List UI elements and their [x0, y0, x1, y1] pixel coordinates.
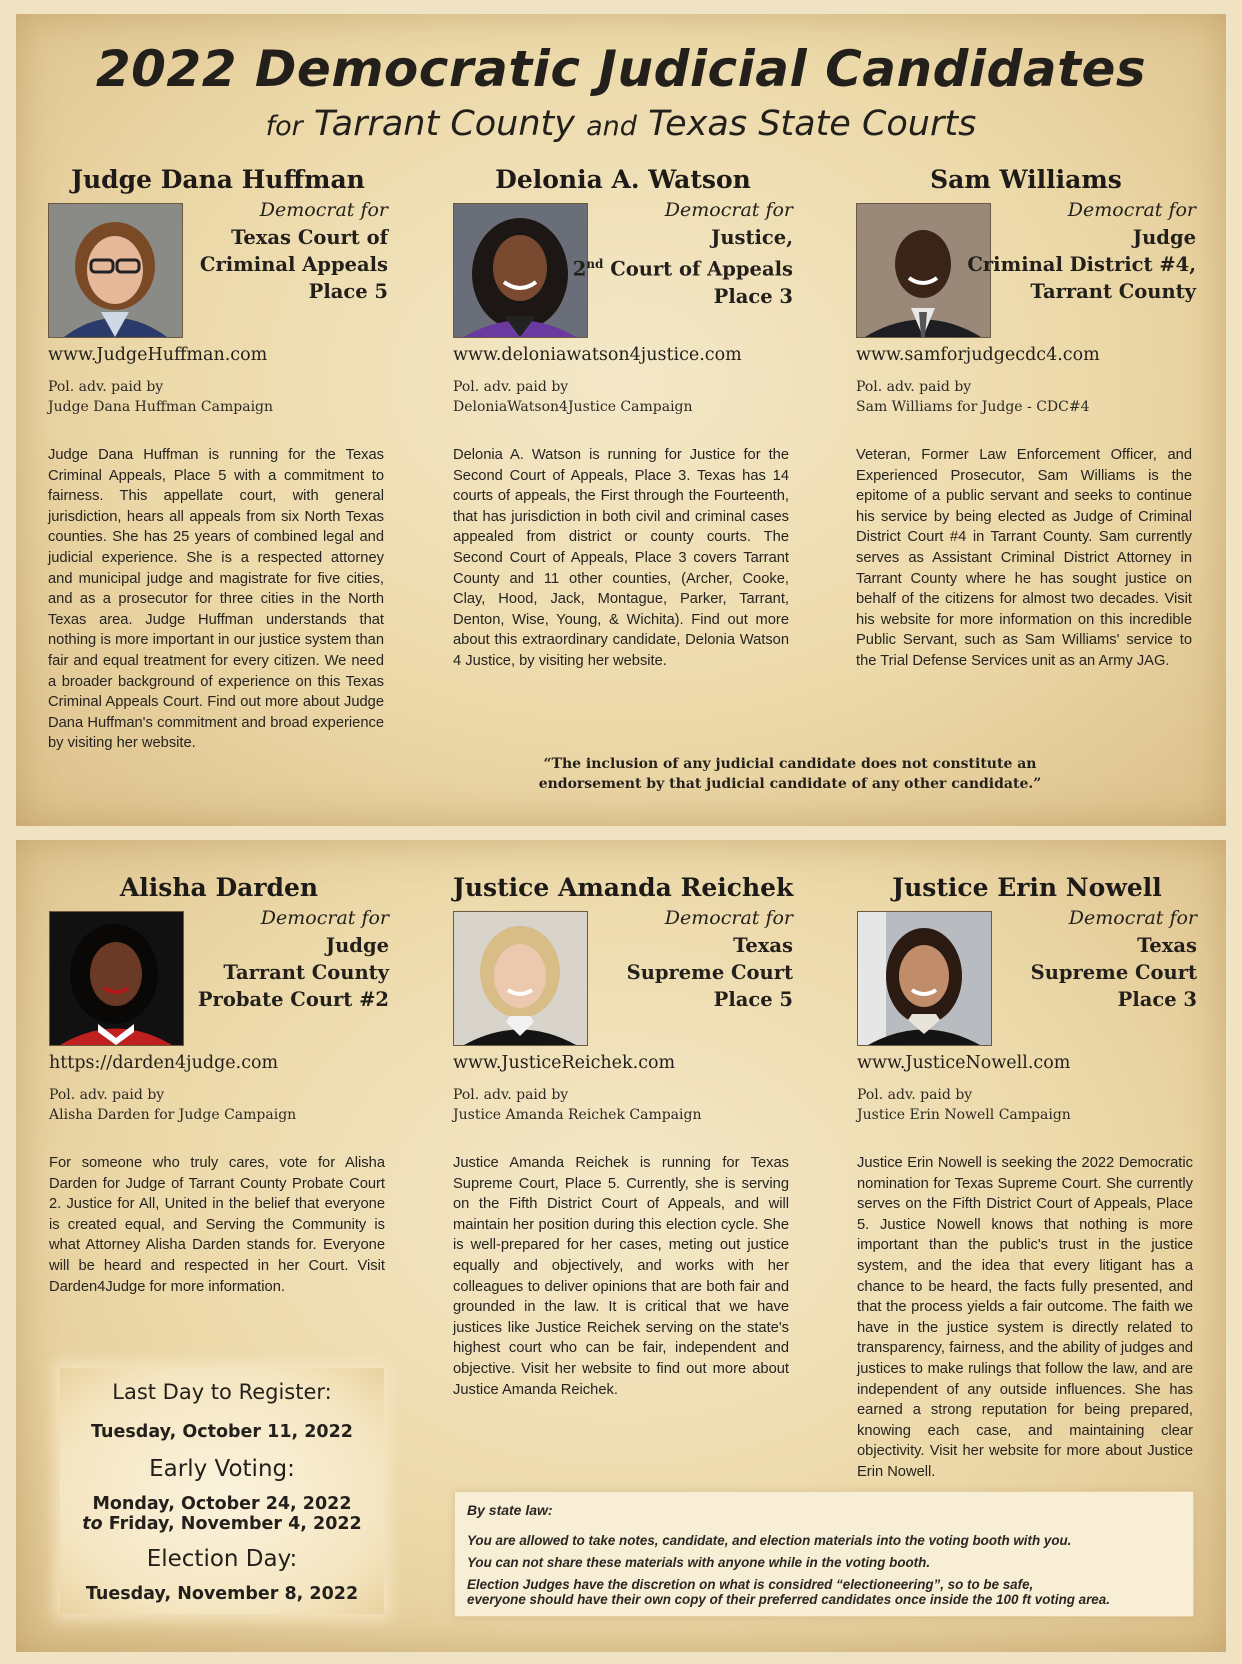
political-ad-disclosure: Pol. adv. paid by Sam Williams for Judge - CDC#4: [856, 379, 1090, 415]
important-dates-box: [60, 1368, 384, 1614]
political-ad-disclosure: Pol. adv. paid by DeloniaWatson4Justice Campaign: [453, 379, 693, 415]
candidate-bio: Judge Dana Huffman is running for the Texas Criminal Appeals, Place 5 with a commitment to fairness. This appellate court, with general jurisdiction, hears all appeals from six North Texas counties. She has 25 years of combined legal and judicial experience. She is a respected attorney and municipal judge and magistrate for five cities, and as a prosecutor for three cities in the North Texas area. Judge Huffman understands that nothing is more important in our justice system than fair and equal treatment for every citizen. We need a broader background of experience on this Texas Criminal Appeals Court. Find out more about Judge Dana Huffman's commitment and broad experience by visiting her website.: [48, 447, 384, 752]
page-subtitle: for Tarrant County and Texas State Courts: [265, 104, 977, 144]
register-date: Tuesday, October 11, 2022: [91, 1422, 353, 1442]
candidate-photo: [49, 911, 184, 1046]
page-title: 2022 Democratic Judicial Candidates: [95, 40, 1147, 98]
candidate-office: Democrat for Justice, 2nd Court of Appeals Place 3: [572, 199, 793, 308]
candidate-office: Democrat for Texas Supreme Court Place 5: [626, 907, 793, 1011]
state-law-line: You can not share these materials with anyone while in the voting booth.: [467, 1555, 931, 1570]
political-ad-disclosure: Pol. adv. paid by Judge Dana Huffman Campaign: [48, 379, 274, 415]
political-ad-disclosure: Pol. adv. paid by Alisha Darden for Judge Campaign: [49, 1087, 297, 1123]
candidate-office: Democrat for Texas Court of Criminal Appeals Place 5: [199, 199, 388, 303]
register-label: Last Day to Register:: [112, 1380, 332, 1404]
state-law-line: You are allowed to take notes, candidate, and election materials into the voting booth with you.: [467, 1533, 1072, 1548]
candidate-office: Democrat for Texas Supreme Court Place 3: [1030, 907, 1197, 1011]
candidate-name: Judge Dana Huffman: [71, 165, 365, 194]
candidate-website-link[interactable]: www.deloniawatson4justice.com: [453, 345, 742, 365]
candidate-office: Democrat for Judge Criminal District #4, Tarrant County: [967, 199, 1196, 303]
candidate-bio: Veteran, Former Law Enforcement Officer, and Experienced Prosecutor, Sam Williams is the epitome of a public servant and seeks to continue his service by being elected as Judge of Criminal District Court #4 in Tarrant County. Sam currently serves as Assistant Criminal District Attorney in Tarrant County where he has sought justice on behalf of the citizens for almost two decades. Visit his website for more information on this incredible Public Servant, such as Sam Williams' service to the Trial Defense Services unit as an Army JAG.: [856, 447, 1192, 669]
election-day-date: Tuesday, November 8, 2022: [85, 1584, 359, 1604]
candidate-photo: [453, 203, 588, 338]
candidate-website-link[interactable]: https://darden4judge.com: [49, 1053, 279, 1073]
early-voting-label: Early Voting:: [149, 1456, 295, 1482]
election-day-label: Election Day:: [146, 1546, 298, 1572]
state-law-line: everyone should have their own copy of their preferred candidates once inside the 100 ft voting area.: [467, 1592, 1110, 1607]
candidate-photo: [857, 911, 992, 1046]
candidate-website-link[interactable]: www.JusticeNowell.com: [857, 1053, 1071, 1073]
early-voting-end: to Friday, November 4, 2022: [82, 1514, 362, 1534]
candidate-photo: [48, 203, 183, 338]
candidate-name: Justice Erin Nowell: [892, 873, 1162, 902]
candidate-photo: [453, 911, 588, 1046]
candidate-website-link[interactable]: www.JudgeHuffman.com: [48, 345, 268, 365]
candidate-name: Justice Amanda Reichek: [453, 873, 794, 902]
early-voting-start: Monday, October 24, 2022: [92, 1494, 352, 1514]
candidate-office: Democrat for Judge Tarrant County Probate Court #2: [197, 907, 389, 1011]
candidate-website-link[interactable]: www.JusticeReichek.com: [453, 1053, 676, 1073]
candidate-name: Delonia A. Watson: [495, 165, 751, 194]
candidate-bio: Justice Erin Nowell is seeking the 2022 Democratic nomination for Texas Supreme Court. She currently serves on the Fifth District Court of Appeals, Place 5. Justice Nowell knows that nothing is more important than the public's trust in the justice system, and the idea that every litigant has a chance to be heard, the facts fully presented, and that the process yields a fair outcome. The faith we have in the justice system is directly related to transparency, fairness, and the ability of judges and justices to make rulings that follow the law, and are independent of any outside influences. She has earned a strong reputation for being prepared, knowing each case, and maintaining clear objectivity. Visit her website for more about Justice Erin Nowell.: [857, 1155, 1193, 1480]
political-ad-disclosure: Pol. adv. paid by Justice Erin Nowell Campaign: [857, 1087, 1071, 1123]
candidate-bio: Justice Amanda Reichek is running for Texas Supreme Court, Place 5. Currently, she is serving on the Fifth District Court of Appeals, and will maintain her position during this election cycle. She is well-prepared for her cases, meting out justice equally and objectively, and works with her colleagues to deliver opinions that are both fair and grounded in the law. It is critical that we have justices like Justice Reichek serving on the state's highest court who can be fair, independent and objective. Visit her website to find out more about Justice Amanda Reichek.: [453, 1155, 789, 1398]
political-ad-disclosure: Pol. adv. paid by Justice Amanda Reichek Campaign: [453, 1087, 702, 1123]
candidate-bio: Delonia A. Watson is running for Justice for the Second Court of Appeals, Place 3. Texas has 14 courts of appeals, the First through the Fourteenth, that has jurisdiction in both civil and criminal cases appealed from district or county courts. The Second Court of Appeals, Place 3 covers Tarrant County and 11 other counties, (Archer, Cooke, Clay, Hood, Jack, Montague, Parker, Tarrant, Denton, Wise, Young, & Wichita). Find out more about this extraordinary candidate, Delonia Watson 4 Justice, by visiting her website.: [453, 447, 789, 669]
candidate-name: Sam Williams: [930, 165, 1122, 194]
state-law-heading: By state law:: [467, 1502, 553, 1518]
endorsement-disclaimer: “The inclusion of any judicial candidate does not constitute an endorsement by that judicial candidate of any other candidate.”: [538, 756, 1042, 792]
candidate-bio: For someone who truly cares, vote for Alisha Darden for Judge of Tarrant County Probate Court 2. Justice for All, United in the belief that everyone is created equal, and Serving the Community is what Attorney Alisha Darden stands for. Everyone will be heard and respected in her Court. Visit Darden4Judge for more information.: [49, 1155, 385, 1295]
state-law-notice: [454, 1491, 1194, 1617]
state-law-line: Election Judges have the discretion on what is considred “electioneering”, so to be safe,: [467, 1577, 1034, 1592]
candidate-name: Alisha Darden: [119, 873, 319, 902]
candidate-website-link[interactable]: www.samforjudgecdc4.com: [856, 345, 1100, 365]
